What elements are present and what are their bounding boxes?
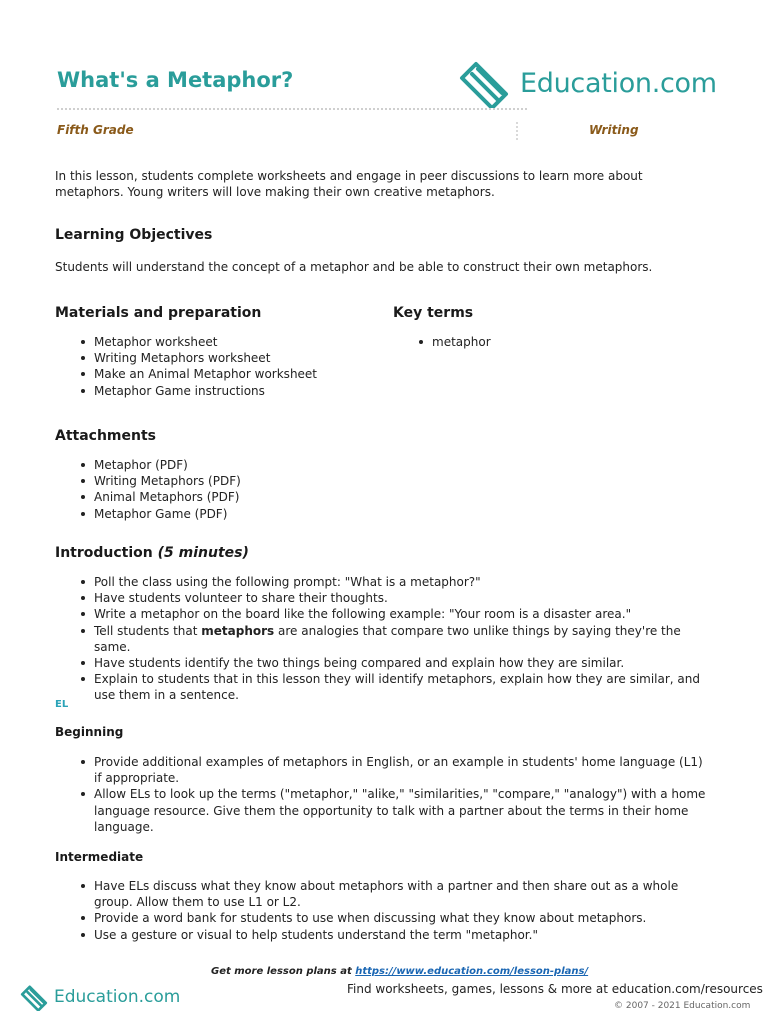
learning-objectives-heading: Learning Objectives xyxy=(55,227,213,243)
footer-lesson-plans xyxy=(211,966,588,977)
list-item: Poll the class using the following prompt: "What is a metaphor?" xyxy=(77,574,717,590)
materials-heading: Materials and preparation xyxy=(55,305,262,321)
lesson-plans-link[interactable]: https://www.education.com/lesson-plans/ xyxy=(355,966,589,977)
subject-label: Writing xyxy=(589,123,639,137)
list-item: Make an Animal Metaphor worksheet xyxy=(77,366,377,382)
education-logo[interactable] xyxy=(456,58,717,108)
list-item: Have students identify the two things being compared and explain how they are similar. xyxy=(77,655,717,671)
page-title: What's a Metaphor? xyxy=(57,68,294,92)
attachment-link[interactable]: Metaphor Game (PDF) xyxy=(77,506,377,522)
item-text: are analogies that compare two unlike things by saying they're the same. xyxy=(94,623,681,654)
list-item xyxy=(77,623,717,655)
attachment-link[interactable]: Animal Metaphors (PDF) xyxy=(77,489,377,505)
list-item: Metaphor worksheet xyxy=(77,334,377,350)
beginning-list xyxy=(77,754,707,835)
key-term: metaphors xyxy=(201,623,275,638)
intermediate-list xyxy=(77,878,717,943)
list-item: Have ELs discuss what they know about metaphors with a partner and then share out as a whole group. Allow them to use L1 or L2. xyxy=(77,878,717,910)
key-terms-heading: Key terms xyxy=(393,305,474,321)
footer-copyright: © 2007 - 2021 Education.com xyxy=(614,1001,751,1011)
list-item: metaphor xyxy=(415,334,665,350)
el-tag: EL xyxy=(55,699,69,710)
introduction-heading xyxy=(55,545,249,561)
learning-objectives-text: Students will understand the concept of a metaphor and be able to construct their own metaphors. xyxy=(55,260,653,274)
beginning-heading: Beginning xyxy=(55,725,124,739)
attachments-list xyxy=(77,457,377,522)
intermediate-heading: Intermediate xyxy=(55,850,144,864)
footer-logo-wordmark: Education.com xyxy=(54,987,181,1007)
grade-label: Fifth Grade xyxy=(57,123,134,137)
logo-wordmark: Education.com xyxy=(520,67,717,99)
attachment-link[interactable]: Metaphor (PDF) xyxy=(77,457,377,473)
materials-list xyxy=(77,334,377,399)
list-item: Allow ELs to look up the terms ("metaphor," "alike," "similarities," "compare," "analogy") with a home language resource. Give them the opportunity to talk with a partner about the terms in their home language. xyxy=(77,786,707,835)
introduction-title: Introduction xyxy=(55,545,153,561)
list-item: Writing Metaphors worksheet xyxy=(77,350,377,366)
list-item: Metaphor Game instructions xyxy=(77,383,377,399)
introduction-list xyxy=(77,574,717,704)
key-terms-list xyxy=(415,334,665,350)
header-separator xyxy=(516,122,518,140)
pencil-logo-icon xyxy=(456,58,512,108)
introduction-duration: (5 minutes) xyxy=(157,545,249,561)
item-text: Tell students that xyxy=(94,623,202,638)
list-item: Have students volunteer to share their thoughts. xyxy=(77,590,717,606)
footer-prefix: Get more lesson plans at xyxy=(211,966,356,977)
footer-education-logo[interactable] xyxy=(19,983,180,1011)
list-item: Write a metaphor on the board like the following example: "Your room is a disaster area." xyxy=(77,606,717,622)
title-divider xyxy=(57,108,527,110)
attachment-link[interactable]: Writing Metaphors (PDF) xyxy=(77,473,377,489)
attachments-heading: Attachments xyxy=(55,428,157,444)
list-item: Use a gesture or visual to help students understand the term "metaphor." xyxy=(77,927,717,943)
pencil-logo-icon xyxy=(19,983,49,1011)
lesson-intro: In this lesson, students complete worksheets and engage in peer discussions to learn more about metaphors. Young writers will love making their own creative metaphors. xyxy=(55,169,643,199)
list-item: Provide additional examples of metaphors in English, or an example in students' home language (L1) if appropriate. xyxy=(77,754,707,786)
list-item: Provide a word bank for students to use when discussing what they know about metaphors. xyxy=(77,910,717,926)
list-item: Explain to students that in this lesson they will identify metaphors, explain how they are similar, and use them in a sentence. xyxy=(77,671,717,703)
footer-tagline: Find worksheets, games, lessons & more at education.com/resources xyxy=(347,982,763,996)
